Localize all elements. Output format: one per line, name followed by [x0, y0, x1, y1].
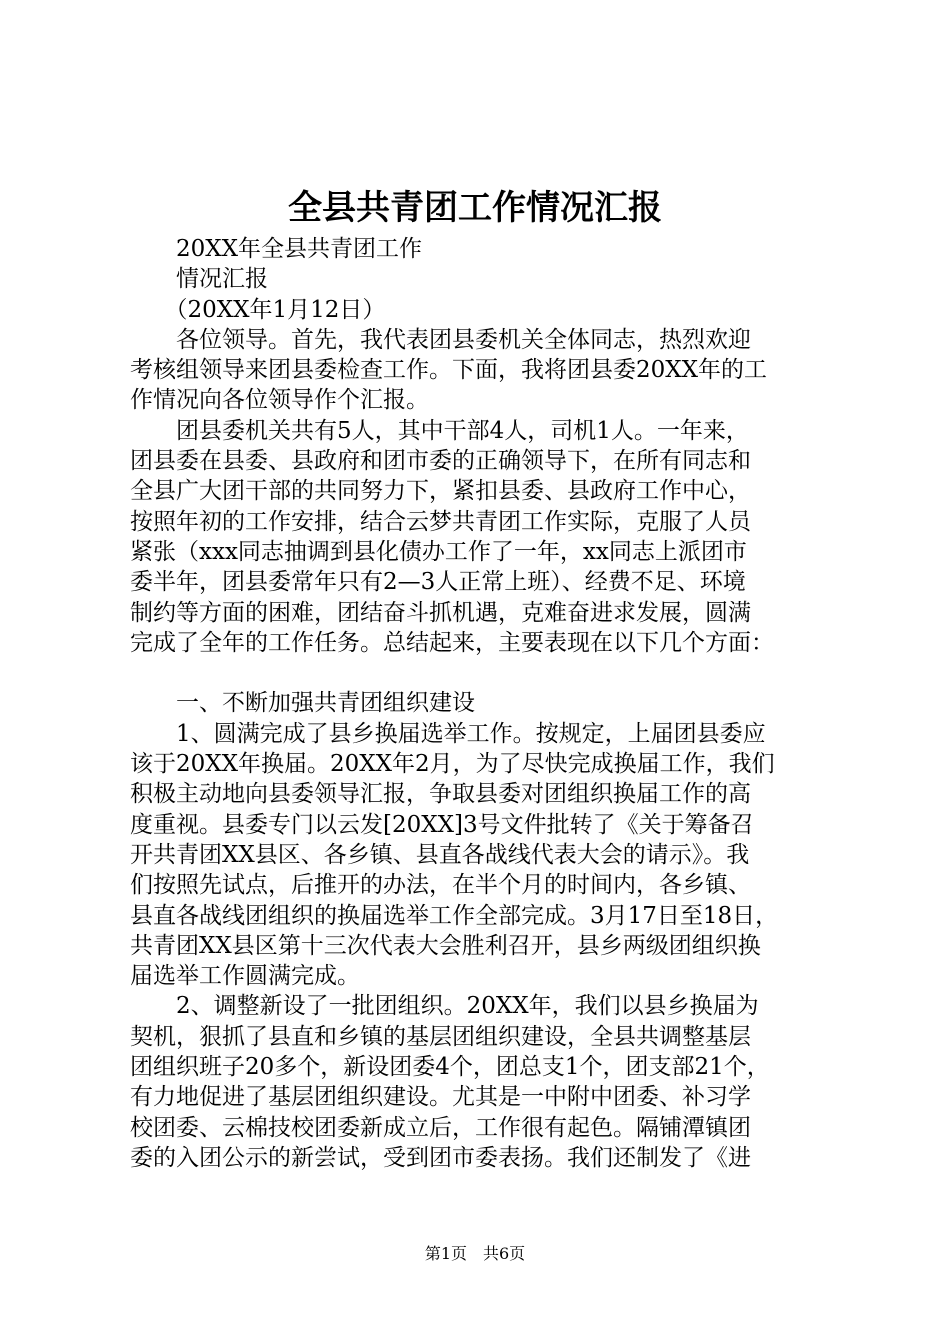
- text-line: 度重视。县委专门以云发[20XX]3号文件批转了《关于筹备召: [130, 811, 754, 838]
- text-line: 制约等方面的困难，团结奋斗抓机遇，克难奋进求发展，圆满: [130, 599, 751, 626]
- text-line: 开共青团XX县区、各乡镇、县直各战线代表大会的请示》。我: [130, 841, 750, 868]
- text-line: 契机，狠抓了县直和乡镇的基层团组织建设，全县共调整基层: [130, 1023, 751, 1050]
- text-line: （20XX年1月12日）: [130, 296, 386, 323]
- blank-line: [130, 658, 825, 688]
- text-line: 团县委机关共有5人，其中干部4人，司机1人。一年来，: [130, 417, 749, 444]
- text-line: 县直各战线团组织的换届选举工作全部完成。3月17日至18日，: [130, 902, 779, 929]
- document-body: [130, 234, 825, 1173]
- text-line: 完成了全年的工作任务。总结起来，主要表现在以下几个方面：: [130, 629, 774, 656]
- text-line: 按照年初的工作安排，结合云梦共青团工作实际，克服了人员: [130, 508, 751, 535]
- text-line: 全县广大团干部的共同努力下，紧扣县委、县政府工作中心，: [130, 478, 751, 505]
- text-line: 该于20XX年换届。20XX年2月，为了尽快完成换届工作，我们: [130, 751, 775, 778]
- page-footer: 第1页 共6页: [424, 1244, 526, 1263]
- text-line: 2、调整新设了一批团组织。20XX年，我们以县乡换届为: [130, 993, 759, 1020]
- text-line: 紧张（xxx同志抽调到县化债办工作了一年，xx同志上派团市: [130, 538, 747, 565]
- text-line: 考核组领导来团县委检查工作。下面，我将团县委20XX年的工: [130, 357, 768, 384]
- text-line: 积极主动地向县委领导汇报，争取县委对团组织换届工作的高: [130, 781, 751, 808]
- text-line: 1、圆满完成了县乡换届选举工作。按规定，上届团县委应: [130, 720, 766, 747]
- text-line: 情况汇报: [130, 266, 268, 293]
- text-line: 20XX年全县共青团工作: [130, 236, 423, 262]
- document-title: 全县共青团工作情况汇报: [288, 188, 662, 228]
- text-line: 作情况向各位领导作个汇报。: [130, 387, 429, 414]
- text-line: 各位领导。首先，我代表团县委机关全体同志，热烈欢迎: [130, 326, 751, 353]
- text-line: 委半年，团县委常年只有2—3人正常上班）、经费不足、环境: [130, 569, 746, 596]
- text-line: 有力地促进了基层团组织建设。尤其是一中附中团委、补习学: [130, 1084, 751, 1111]
- text-line: 团县委在县委、县政府和团市委的正确领导下，在所有同志和: [130, 448, 751, 475]
- text-line: 委的入团公示的新尝试，受到团市委表扬。我们还制发了《进: [130, 1144, 751, 1171]
- text-line: 们按照先试点，后推开的办法，在半个月的时间内，各乡镇、: [130, 872, 751, 899]
- text-line: 团组织班子20多个，新设团委4个，团总支1个，团支部21个，: [130, 1054, 770, 1081]
- text-line: 校团委、云棉技校团委新成立后，工作很有起色。隔铺潭镇团: [130, 1114, 751, 1141]
- text-line: 届选举工作圆满完成。: [130, 963, 360, 990]
- text-line: 共青团XX县区第十三次代表大会胜利召开，县乡两级团组织换: [130, 932, 761, 959]
- text-line: 一、不断加强共青团组织建设: [130, 690, 475, 717]
